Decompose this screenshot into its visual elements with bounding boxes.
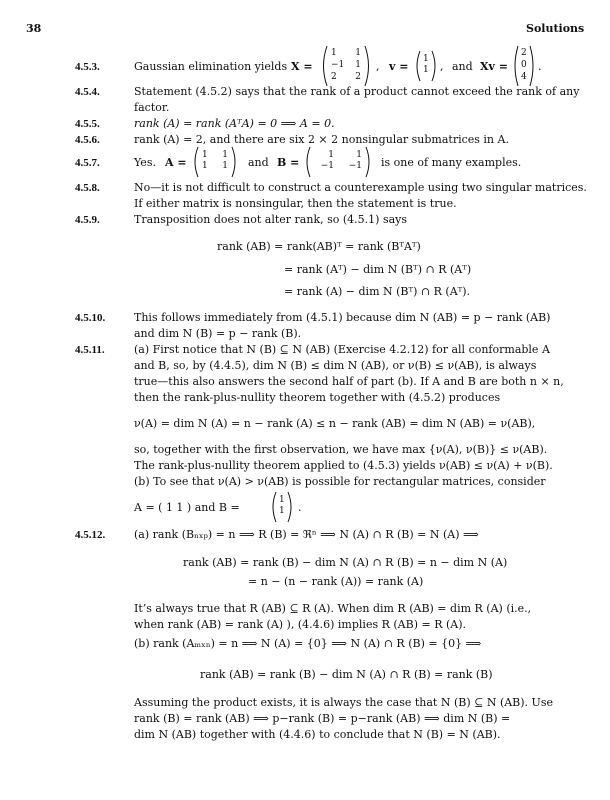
matrix-cell: 1 xyxy=(279,495,285,505)
equation-line: = n − (n − rank (A)) = rank (A) xyxy=(248,575,424,588)
b-column-matrix xyxy=(270,491,294,527)
item-number: 4.5.9. xyxy=(75,214,100,226)
item-text: A = ( 1 1 ) and B = xyxy=(134,501,240,514)
a-matrix-cells xyxy=(202,150,228,172)
matrix-cell: 1 xyxy=(222,150,228,160)
item-text: This follows immediately from (4.5.1) because dim N (AB) = p − rank (AB) xyxy=(134,311,551,324)
item-text: (a) First notice that N (B) ⊆ N (AB) (Exercise 4.2.12) for all conformable A xyxy=(134,343,550,356)
matrix-cell: 1 xyxy=(202,150,208,160)
item-text: when rank (AB) = rank (A) ), (4.4.6) implies R (AB) = R (A). xyxy=(134,618,466,631)
equation-line: rank (AB) = rank (B) − dim N (A) ∩ R (B) = n − dim N (A) xyxy=(183,556,508,569)
item-text: (b) To see that ν(A) > ν(AB) is possible for rectangular matrices, consider xyxy=(134,475,546,488)
equation-line: = rank (A) − dim N (Bᵀ) ∩ R (Aᵀ). xyxy=(284,285,471,298)
item-number: 4.5.7. xyxy=(75,157,100,169)
item-text: and dim N (B) = p − rank (B). xyxy=(134,327,302,340)
item-text: The rank-plus-nullity theorem applied to (4.5.3) yields ν(AB) ≤ ν(A) + ν(B). xyxy=(134,459,553,472)
x-label: X = xyxy=(291,60,313,73)
item-text: true—this also answers the second half of part (b). If A and B are both n × n, xyxy=(134,375,564,388)
xv-label: Xv = xyxy=(480,60,508,73)
matrix-cell: 1 xyxy=(222,161,228,171)
item-text: Statement (4.5.2) says that the rank of a product cannot exceed the rank of any xyxy=(134,85,580,98)
item-text: rank (B) = rank (AB) ⟹ p−rank (B) = p−rank (AB) ⟹ dim N (B) = xyxy=(134,712,511,725)
item-text: then the rank-plus-nullity theorem together with (4.5.2) produces xyxy=(134,391,501,404)
matrix-cell: 1 xyxy=(423,54,429,64)
item-text: Assuming the product exists, it is always the case that N (B) ⊆ N (AB). Use xyxy=(134,696,553,709)
matrix-cell: 2 xyxy=(521,48,527,58)
matrix-cell: −1 xyxy=(348,161,362,171)
item-text: (b) rank (Aₘₓₙ) = n ⟹ N (A) = {0} ⟹ N (A) ∩ R (B) = {0} ⟹ xyxy=(134,637,482,650)
a-label: A = xyxy=(165,156,187,169)
item-text: (a) rank (Bₙₓₚ) = n ⟹ R (B) = ℜⁿ ⟹ N (A) ∩ R (B) = N (A) ⟹ xyxy=(134,528,479,541)
b-label: B = xyxy=(277,156,300,169)
b-column-cells xyxy=(279,495,285,517)
matrix-cell: 4 xyxy=(521,72,527,82)
xv-matrix-cells xyxy=(521,47,527,83)
item-number: 4.5.11. xyxy=(75,344,105,356)
b-matrix-cells xyxy=(314,150,362,172)
matrix-cell: 2 xyxy=(331,72,337,82)
item-text: factor. xyxy=(134,101,170,114)
equation-line: ν(A) = dim N (A) = n − rank (A) ≤ n − rank (AB) = dim N (AB) = ν(AB), xyxy=(134,417,536,430)
v-label: v = xyxy=(389,60,409,73)
item-number: 4.5.6. xyxy=(75,134,100,146)
matrix-cell: 1 xyxy=(279,506,285,516)
item-number: 4.5.4. xyxy=(75,86,100,98)
running-head: Solutions xyxy=(526,22,585,35)
item-text: Transposition does not alter rank, so (4.5.1) says xyxy=(134,213,408,226)
item-text: rank (A) = rank (AᵀA) = 0 ⟹ A = 0. xyxy=(134,117,335,130)
v-matrix-cells xyxy=(423,54,429,76)
a-matrix xyxy=(192,146,238,182)
x-matrix-cells xyxy=(331,47,361,83)
item-text: No—it is not difficult to construct a counterexample using two singular matrices. xyxy=(134,181,587,194)
and-text: and xyxy=(452,60,473,73)
matrix-cell: 0 xyxy=(521,60,527,70)
item-text: Gaussian elimination yields xyxy=(134,60,288,73)
b-matrix xyxy=(304,146,372,182)
equation-line: rank (AB) = rank(AB)ᵀ = rank (BᵀAᵀ) xyxy=(217,240,421,253)
item-number: 4.5.3. xyxy=(75,61,100,73)
matrix-cell: −1 xyxy=(331,60,345,70)
v-matrix xyxy=(414,50,438,86)
matrix-cell: 1 xyxy=(355,60,361,70)
matrix-cell: 1 xyxy=(355,48,361,58)
item-text: and B, so, by (4.4.5), dim N (B) ≤ dim N (AB), or ν(B) ≤ ν(AB), is always xyxy=(134,359,537,372)
matrix-cell: 1 xyxy=(202,161,208,171)
item-text: is one of many examples. xyxy=(381,156,522,169)
equation-line: rank (AB) = rank (B) − dim N (A) ∩ R (B) = rank (B) xyxy=(200,668,493,681)
matrix-cell: 2 xyxy=(355,72,361,82)
and-text: and xyxy=(248,156,269,169)
item-number: 4.5.10. xyxy=(75,312,106,324)
item-number: 4.5.8. xyxy=(75,182,100,194)
yes-text: Yes. xyxy=(134,156,156,169)
equation-line: = rank (Aᵀ) − dim N (Bᵀ) ∩ R (Aᵀ) xyxy=(284,263,472,276)
page-number: 38 xyxy=(26,22,42,35)
item-text: If either matrix is nonsingular, then the statement is true. xyxy=(134,197,457,210)
item-number: 4.5.12. xyxy=(75,529,106,541)
item-text: rank (A) = 2, and there are six 2 × 2 nonsingular submatrices in A. xyxy=(134,133,509,146)
matrix-cell: 1 xyxy=(328,150,334,160)
matrix-cell: 1 xyxy=(331,48,337,58)
item-text: dim N (AB) together with (4.4.6) to conclude that N (B) = N (AB). xyxy=(134,728,501,741)
item-text: It’s always true that R (AB) ⊆ R (A). When dim R (AB) = dim R (A) (i.e., xyxy=(134,602,532,615)
item-text: so, together with the first observation, we have max {ν(A), ν(B)} ≤ ν(AB). xyxy=(134,443,548,456)
matrix-cell: 1 xyxy=(356,150,362,160)
item-number: 4.5.5. xyxy=(75,118,100,130)
matrix-cell: 1 xyxy=(423,65,429,75)
matrix-cell: −1 xyxy=(320,161,334,171)
